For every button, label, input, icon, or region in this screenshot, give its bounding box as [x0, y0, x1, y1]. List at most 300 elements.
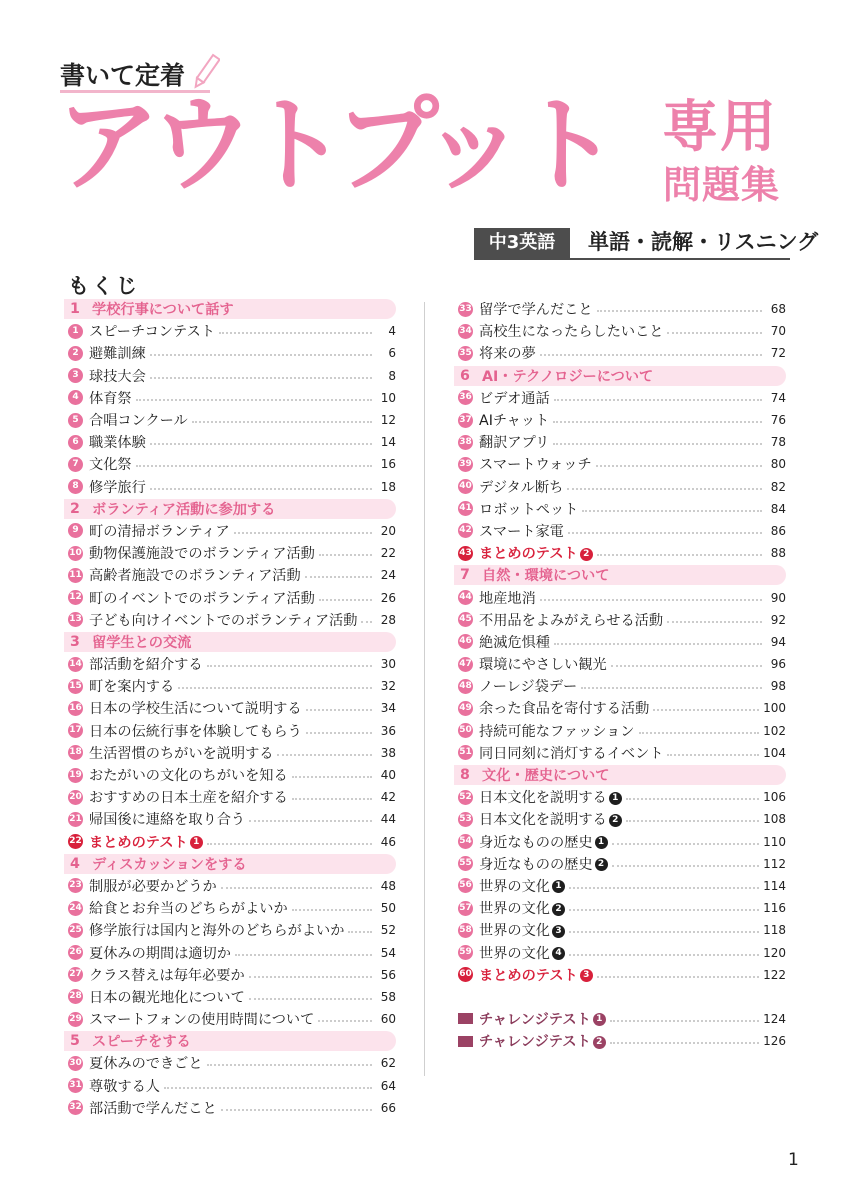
- entry-title: [89, 876, 217, 896]
- toc-entry[interactable]: [64, 453, 396, 475]
- dot-leader: [150, 443, 372, 445]
- entry-title: [89, 610, 357, 630]
- dot-leader: [178, 687, 372, 689]
- dot-leader: [553, 443, 762, 445]
- entry-title-text: 高校生になったらしたいこと: [479, 324, 664, 341]
- entry-title: [89, 388, 132, 408]
- lesson-number-badge: 53: [458, 812, 473, 827]
- page-number: 56: [380, 967, 396, 982]
- entry-title: [89, 965, 245, 985]
- toc-entry[interactable]: [454, 897, 786, 919]
- entry-title-text: 身近なものの歴史: [479, 834, 593, 851]
- toc-entry[interactable]: [454, 520, 786, 542]
- toc-entry[interactable]: [64, 609, 396, 631]
- entry-title-text: ロボットペット: [479, 501, 579, 518]
- toc-entry[interactable]: [64, 520, 396, 542]
- entry-title: [89, 743, 273, 763]
- entry-title-text: 世界の文化: [479, 878, 550, 895]
- section-number: 4: [70, 855, 80, 872]
- dot-leader: [569, 909, 759, 911]
- dot-leader: [567, 488, 762, 490]
- dot-leader: [581, 687, 762, 689]
- page-number: 68: [770, 302, 786, 317]
- toc-entry[interactable]: [64, 320, 396, 342]
- toc-entry[interactable]: [64, 720, 396, 742]
- section-title: ボランティア活動に参加する: [92, 501, 276, 518]
- page-number: 102: [763, 723, 786, 738]
- toc-entry[interactable]: [454, 609, 786, 631]
- page-number: 86: [770, 523, 786, 538]
- entry-title: [89, 809, 245, 829]
- section-number: 3: [70, 633, 80, 650]
- section-title: AI・テクノロジーについて: [482, 368, 654, 385]
- entry-title: [479, 654, 607, 674]
- entry-title: [479, 388, 550, 408]
- entry-title-text: 環境にやさしい観光: [479, 657, 607, 674]
- toc-left-column: [64, 298, 396, 1119]
- entry-title: [479, 854, 608, 874]
- toc-entry[interactable]: [454, 742, 786, 764]
- dot-leader: [292, 798, 372, 800]
- entry-title: [479, 588, 536, 608]
- entry-title: [89, 920, 344, 940]
- lesson-number-badge: 38: [458, 435, 473, 450]
- entry-title-text: スマートフォンの使用時間について: [89, 1012, 315, 1029]
- lesson-number-badge: 59: [458, 945, 473, 960]
- toc-entry[interactable]: [64, 476, 396, 498]
- entry-title: [479, 1009, 606, 1029]
- dot-leader: [597, 310, 762, 312]
- section-title: スピーチをする: [92, 1034, 191, 1051]
- entry-title: [89, 832, 203, 852]
- entry-title-text: 日本文化を説明する: [479, 790, 607, 807]
- page-number: 118: [763, 923, 786, 938]
- entry-title: [479, 809, 622, 829]
- page-number: 54: [380, 945, 396, 960]
- entry-title: [479, 432, 549, 452]
- page-number: 96: [770, 657, 786, 672]
- column-divider: [424, 302, 425, 1076]
- part-number-badge: 3: [580, 969, 593, 982]
- entry-title-text: チャレンジテスト: [479, 1011, 591, 1028]
- toc-section-header: [64, 1031, 396, 1051]
- toc-entry[interactable]: [64, 986, 396, 1008]
- entry-title-text: AIチャット: [479, 413, 550, 430]
- entry-title-text: 日本の学校生活について説明する: [89, 701, 302, 718]
- lesson-number-badge: 41: [458, 501, 473, 516]
- lesson-number-badge: 9: [68, 523, 83, 538]
- page-number: 104: [763, 745, 786, 760]
- toc-test-entry[interactable]: [454, 542, 786, 564]
- toc-entry[interactable]: [454, 941, 786, 963]
- toc-entry[interactable]: [64, 342, 396, 364]
- entry-title: [479, 410, 549, 430]
- toc-entry[interactable]: [64, 564, 396, 586]
- toc-section-header: [64, 499, 396, 519]
- toc-entry[interactable]: [64, 653, 396, 675]
- page-number: 100: [763, 701, 786, 716]
- entry-title-text: 翻訳アプリ: [479, 435, 550, 452]
- entry-title-text: 修学旅行: [89, 479, 146, 496]
- toc-entry[interactable]: [64, 1052, 396, 1074]
- entry-title-text: おすすめの日本土産を紹介する: [89, 790, 288, 807]
- entry-title: [89, 343, 146, 363]
- page-number: 84: [770, 501, 786, 516]
- entry-title-text: まとめのテスト: [89, 834, 188, 851]
- toc-entry[interactable]: [454, 919, 786, 941]
- lesson-number-badge: 6: [68, 435, 83, 450]
- page-number: 22: [380, 546, 396, 561]
- page-number: 94: [770, 634, 786, 649]
- lesson-number-badge: 50: [458, 723, 473, 738]
- book-subtitle: 単語・読解・リスニング: [588, 230, 819, 254]
- toc-entry[interactable]: [454, 387, 786, 409]
- part-number-badge: 4: [552, 947, 565, 960]
- toc-entry[interactable]: [64, 431, 396, 453]
- header-rule: [474, 258, 790, 260]
- page-number: 32: [380, 679, 396, 694]
- lesson-number-badge: 47: [458, 657, 473, 672]
- dot-leader: [540, 599, 762, 601]
- lesson-number-badge: 15: [68, 679, 83, 694]
- lesson-number-badge: 39: [458, 457, 473, 472]
- entry-title: [89, 676, 174, 696]
- entry-title: [479, 321, 663, 341]
- dot-leader: [626, 798, 759, 800]
- entry-title-text: 町を案内する: [89, 679, 175, 696]
- toc-test-entry[interactable]: [64, 831, 396, 853]
- entry-title: [479, 477, 563, 497]
- entry-title: [89, 432, 146, 452]
- entry-title: [89, 987, 245, 1007]
- page-number: 114: [763, 878, 786, 893]
- dot-leader: [568, 532, 762, 534]
- entry-title-text: 文化祭: [89, 457, 132, 474]
- page-number: 106: [763, 790, 786, 805]
- toc-entry[interactable]: [454, 631, 786, 653]
- toc-entry[interactable]: [454, 720, 786, 742]
- dot-leader: [319, 554, 372, 556]
- toc-entry[interactable]: [454, 453, 786, 475]
- entry-title-text: 世界の文化: [479, 901, 550, 918]
- lesson-number-badge: 49: [458, 701, 473, 716]
- lesson-number-badge: 44: [458, 590, 473, 605]
- challenge-marker-icon: [458, 1013, 473, 1024]
- lesson-number-badge: 58: [458, 923, 473, 938]
- lesson-number-badge: 23: [68, 878, 83, 893]
- page-number: 36: [380, 723, 396, 738]
- section-number: 7: [460, 567, 470, 584]
- dot-leader: [318, 1020, 372, 1022]
- toc-entry[interactable]: [64, 697, 396, 719]
- page-number: 122: [763, 967, 786, 982]
- main-title: アウトプット: [56, 84, 610, 206]
- toc-entry[interactable]: [64, 941, 396, 963]
- toc-entry[interactable]: [454, 409, 786, 431]
- dot-leader: [612, 843, 760, 845]
- dot-leader: [219, 332, 372, 334]
- entry-title-text: 子ども向けイベントでのボランティア活動: [89, 612, 358, 629]
- dot-leader: [553, 421, 762, 423]
- lesson-number-badge: 19: [68, 768, 83, 783]
- entry-title-text: おたがいの文化のちがいを知る: [89, 768, 288, 785]
- page-number: 112: [763, 856, 786, 871]
- lesson-number-badge: 31: [68, 1078, 83, 1093]
- part-number-badge: 1: [595, 836, 608, 849]
- toc-entry[interactable]: [64, 365, 396, 387]
- section-number: 8: [460, 766, 470, 783]
- dot-leader: [221, 887, 372, 889]
- challenge-marker-icon: [458, 1036, 473, 1047]
- page-number: 12: [380, 413, 396, 428]
- page-number: 78: [770, 435, 786, 450]
- section-title: 文化・歴史について: [482, 767, 610, 784]
- title-suffix-bottom: 問題集: [663, 163, 781, 207]
- entry-title-text: ノーレジ袋デー: [479, 679, 578, 696]
- entry-title: [479, 965, 593, 985]
- entry-title: [479, 521, 564, 541]
- section-title: 学校行事について話す: [92, 302, 234, 318]
- page-number: 46: [380, 834, 396, 849]
- lesson-number-badge: 48: [458, 679, 473, 694]
- toc-entry[interactable]: [454, 831, 786, 853]
- lesson-number-badge: 4: [68, 390, 83, 405]
- dot-leader: [667, 621, 762, 623]
- page-number: 28: [380, 612, 396, 627]
- entry-title-text: 不用品をよみがえらせる活動: [479, 612, 664, 629]
- dot-leader: [235, 954, 372, 956]
- toc-entry[interactable]: [64, 875, 396, 897]
- toc-challenge-entry[interactable]: [454, 1030, 786, 1052]
- entry-title: [479, 454, 592, 474]
- toc-entry[interactable]: [454, 786, 786, 808]
- entry-title-text: まとめのテスト: [479, 967, 578, 984]
- dot-leader: [612, 865, 760, 867]
- toc-entry[interactable]: [454, 675, 786, 697]
- dot-leader: [292, 776, 372, 778]
- entry-title-text: 夏休みの期間は適切か: [89, 945, 231, 962]
- toc-entry[interactable]: [454, 298, 786, 320]
- page-number: 42: [380, 790, 396, 805]
- entry-title: [479, 676, 577, 696]
- toc-entry[interactable]: [64, 742, 396, 764]
- dot-leader: [207, 665, 372, 667]
- entry-title-text: 球技大会: [89, 368, 146, 385]
- toc-entry[interactable]: [454, 498, 786, 520]
- toc-section-header: [64, 854, 396, 874]
- lesson-number-badge: 57: [458, 901, 473, 916]
- entry-title-text: チャレンジテスト: [479, 1034, 591, 1051]
- section-title: 自然・環境について: [482, 568, 610, 585]
- toc-entry[interactable]: [454, 853, 786, 875]
- lesson-number-badge: 3: [68, 368, 83, 383]
- entry-title-text: 町のイベントでのボランティア活動: [89, 590, 315, 607]
- dot-leader: [306, 732, 372, 734]
- toc-spacer: [454, 986, 786, 1008]
- entry-title-text: 世界の文化: [479, 945, 550, 962]
- toc-entry[interactable]: [64, 542, 396, 564]
- entry-title: [89, 321, 215, 341]
- entry-title: [479, 343, 536, 363]
- dot-leader: [639, 732, 760, 734]
- entry-title-text: 町の清掃ボランティア: [89, 523, 230, 540]
- part-number-badge: 3: [552, 925, 565, 938]
- toc-entry[interactable]: [64, 409, 396, 431]
- page-number: 70: [770, 324, 786, 339]
- toc-entry[interactable]: [454, 320, 786, 342]
- entry-title: [479, 721, 635, 741]
- entry-title-text: 動物保護施設でのボランティア活動: [89, 546, 315, 563]
- page-number: 20: [380, 523, 396, 538]
- part-number-badge: 2: [609, 814, 622, 827]
- toc-entry[interactable]: [454, 586, 786, 608]
- page-number: 62: [380, 1056, 396, 1071]
- lesson-number-badge: 21: [68, 812, 83, 827]
- lesson-number-badge: 2: [68, 346, 83, 361]
- dot-leader: [305, 576, 372, 578]
- entry-title-text: 日本文化を説明する: [479, 812, 607, 829]
- lesson-number-badge: 51: [458, 745, 473, 760]
- page-number: 116: [763, 901, 786, 916]
- lesson-number-badge: 13: [68, 612, 83, 627]
- lesson-number-badge: 16: [68, 701, 83, 716]
- lesson-number-badge: 42: [458, 523, 473, 538]
- toc-entry[interactable]: [64, 1008, 396, 1030]
- entry-title-text: 日本の観光地化について: [89, 989, 245, 1006]
- toc-entry[interactable]: [64, 586, 396, 608]
- toc-entry[interactable]: [64, 675, 396, 697]
- dot-leader: [610, 1042, 759, 1044]
- entry-title: [89, 721, 302, 741]
- page-number: 48: [380, 878, 396, 893]
- dot-leader: [249, 998, 372, 1000]
- page-number: 120: [763, 945, 786, 960]
- entry-title: [89, 410, 188, 430]
- page-number: 4: [388, 324, 396, 339]
- grade-tag: 中3英語: [474, 228, 570, 258]
- toc-entry[interactable]: [64, 964, 396, 986]
- dot-leader: [596, 465, 762, 467]
- entry-title-text: 部活動を紹介する: [89, 657, 203, 674]
- page-number: 126: [763, 1034, 786, 1049]
- dot-leader: [136, 399, 372, 401]
- toc-entry[interactable]: [64, 1075, 396, 1097]
- page-number: 110: [763, 834, 786, 849]
- entry-title: [89, 366, 146, 386]
- entry-title: [89, 1098, 217, 1118]
- lesson-number-badge: 5: [68, 413, 83, 428]
- page-number: 76: [770, 413, 786, 428]
- lesson-number-badge: 8: [68, 479, 83, 494]
- entry-title: [479, 610, 663, 630]
- lesson-number-badge: 18: [68, 745, 83, 760]
- entry-title-text: 合唱コンクール: [89, 413, 188, 430]
- entry-title-text: 帰国後に連絡を取り合う: [89, 812, 246, 829]
- page-number: 16: [380, 457, 396, 472]
- dot-leader: [221, 1109, 372, 1111]
- lesson-number-badge: 54: [458, 834, 473, 849]
- lesson-number-badge: 35: [458, 346, 473, 361]
- toc-entry[interactable]: [64, 764, 396, 786]
- dot-leader: [626, 820, 759, 822]
- entry-title: [89, 654, 203, 674]
- toc-section-header: [454, 765, 786, 785]
- entry-title: [89, 543, 315, 563]
- series-label: 書いて定着: [60, 61, 186, 90]
- entry-title: [479, 787, 622, 807]
- toc-section-header: [64, 632, 396, 652]
- entry-title: [89, 765, 288, 785]
- entry-title: [479, 299, 593, 319]
- entry-title-text: 将来の夢: [479, 346, 536, 363]
- dot-leader: [554, 643, 762, 645]
- entry-title-text: 給食とお弁当のどちらがよいか: [89, 901, 288, 918]
- dot-leader: [234, 532, 372, 534]
- lesson-number-badge: 56: [458, 878, 473, 893]
- entry-title: [479, 876, 565, 896]
- page-number: 26: [380, 590, 396, 605]
- dot-leader: [249, 976, 372, 978]
- toc-entry[interactable]: [454, 875, 786, 897]
- toc-entry[interactable]: [64, 897, 396, 919]
- toc-entry[interactable]: [64, 1097, 396, 1119]
- toc-test-entry[interactable]: [454, 964, 786, 986]
- entry-title-text: スマート家電: [479, 523, 564, 540]
- toc-entry[interactable]: [454, 431, 786, 453]
- lesson-number-badge: 45: [458, 612, 473, 627]
- toc-entry[interactable]: [454, 342, 786, 364]
- entry-title: [89, 521, 230, 541]
- lesson-number-badge: 11: [68, 568, 83, 583]
- toc-entry[interactable]: [454, 653, 786, 675]
- toc-entry[interactable]: [454, 476, 786, 498]
- toc-entry[interactable]: [64, 786, 396, 808]
- page-number: 50: [380, 901, 396, 916]
- page-number: 64: [380, 1078, 396, 1093]
- dot-leader: [192, 421, 372, 423]
- page-number: 66: [380, 1100, 396, 1115]
- entry-title-text: 体育祭: [89, 390, 132, 407]
- dot-leader: [667, 332, 762, 334]
- lesson-number-badge: 40: [458, 479, 473, 494]
- page-number: 52: [380, 923, 396, 938]
- dot-leader: [164, 1087, 372, 1089]
- section-number: 1: [70, 301, 80, 317]
- toc-entry[interactable]: [64, 808, 396, 830]
- entry-title-text: 世界の文化: [479, 923, 550, 940]
- lesson-number-badge: 25: [68, 923, 83, 938]
- dot-leader: [540, 354, 762, 356]
- toc-entry[interactable]: [454, 697, 786, 719]
- dot-leader: [292, 909, 372, 911]
- lesson-number-badge: 52: [458, 790, 473, 805]
- entry-title: [89, 1009, 314, 1029]
- dot-leader: [150, 488, 372, 490]
- entry-title-text: 生活習慣のちがいを説明する: [89, 745, 274, 762]
- page-number: 6: [388, 346, 396, 361]
- section-title: 留学生との交流: [92, 634, 192, 651]
- entry-title-text: 余った食品を寄付する活動: [479, 701, 650, 718]
- dot-leader: [569, 887, 759, 889]
- lesson-number-badge: 27: [68, 967, 83, 982]
- toc-entry[interactable]: [64, 387, 396, 409]
- entry-title: [479, 743, 663, 763]
- toc-challenge-entry[interactable]: [454, 1008, 786, 1030]
- toc-entry[interactable]: [64, 919, 396, 941]
- section-number: 5: [70, 1033, 80, 1050]
- toc-entry[interactable]: [454, 808, 786, 830]
- dot-leader: [667, 754, 759, 756]
